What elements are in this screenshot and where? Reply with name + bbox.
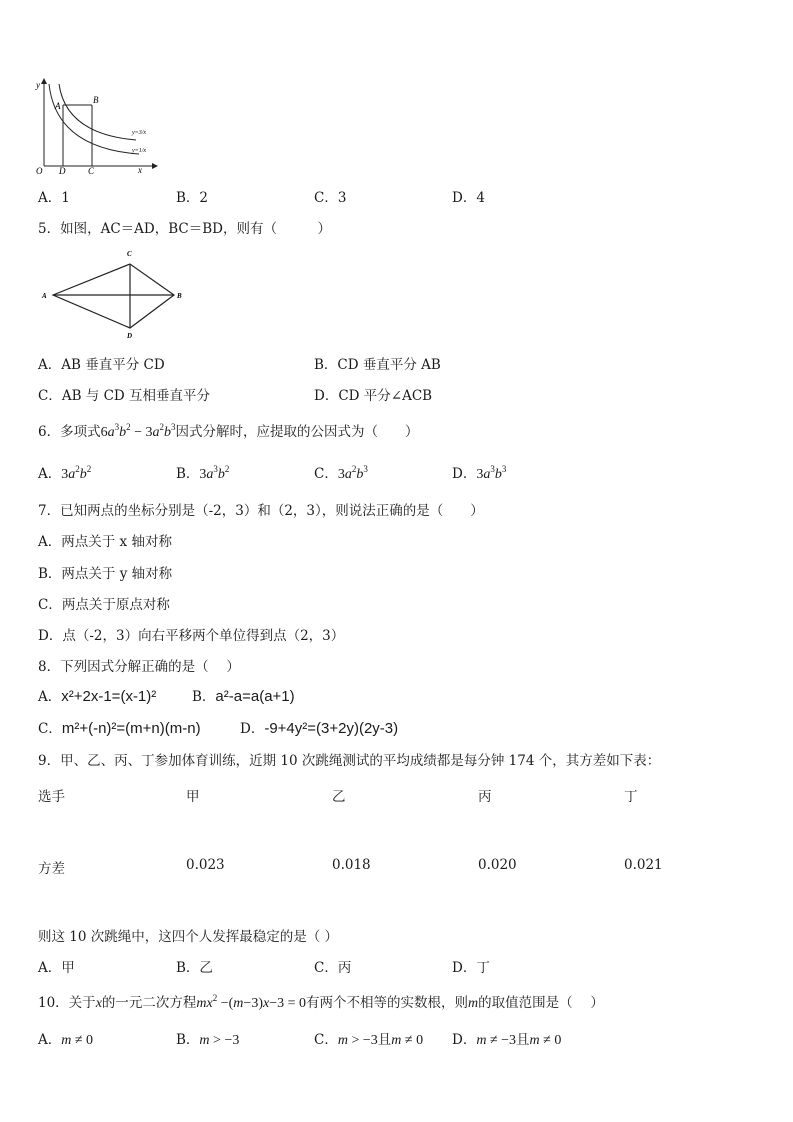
q6-stem-suffix: 因式分解时，应提取的公因式为（ ） [175, 424, 419, 440]
q10-option-a[interactable]: A．m ≠ 0 [38, 1032, 94, 1048]
label-y: y [36, 80, 40, 90]
table-header-ding: 丁 [624, 789, 638, 805]
label-c: C [127, 250, 132, 258]
q5-stem: 5．如图，AC＝AD，BC＝BD，则有（ ） [38, 221, 331, 237]
q7-option-a[interactable]: A．两点关于 x 轴对称 [38, 534, 172, 550]
q4-option-d[interactable]: D．4 [452, 190, 485, 206]
q6-option-a[interactable]: A．$3a^2b^2$ [38, 464, 92, 482]
kite-outline [53, 264, 174, 328]
q7-option-c[interactable]: C．两点关于原点对称 [38, 597, 170, 613]
table-cell-jia: 0.023 [186, 857, 225, 873]
q7-stem: 7．已知两点的坐标分别是（-2，3）和（2，3），则说法正确的是（ ） [38, 503, 484, 519]
q9-option-c[interactable]: C．丙 [314, 960, 352, 976]
q5-option-b[interactable]: B．CD 垂直平分 AB [314, 357, 441, 373]
q5-option-d[interactable]: D．CD 平分∠ACB [314, 388, 433, 404]
q9-option-a[interactable]: A．甲 [38, 960, 75, 976]
label-c: C [88, 166, 95, 176]
table-header-yi: 乙 [332, 789, 346, 805]
q6-option-c[interactable]: C．$3a^2b^3$ [314, 464, 368, 482]
label-x: x [138, 165, 142, 175]
label-a: A [42, 292, 47, 300]
label-b: B [93, 95, 99, 105]
q8-option-d[interactable]: D．-9+4y²=(3+2y)(2y-3) [240, 720, 399, 737]
q6-polynomial: $6a^3b^2 - 3a^2b^3$ [100, 422, 176, 440]
q5-option-c[interactable]: C．AB 与 CD 互相垂直平分 [38, 388, 211, 404]
q8-option-c[interactable]: C．m²+(-n)²=(m+n)(m-n) [38, 720, 201, 737]
table-cell-ding: 0.021 [624, 857, 663, 873]
label-a: A [55, 101, 61, 111]
q4-option-c[interactable]: C．3 [314, 190, 347, 206]
label-curve2: y=1/x [132, 148, 147, 154]
q9-stem: 9．甲、乙、丙、丁参加体育训练，近期 10 次跳绳测试的平均成绩都是每分钟 174 个，其方差如下表： [38, 753, 661, 769]
q10-option-d[interactable]: D．m ≠ −3且m ≠ 0 [452, 1032, 562, 1048]
q9-follow: 则这 10 次跳绳中，这四个人发挥最稳定的是（ ） [38, 929, 339, 945]
q7-option-d[interactable]: D．点（-2，3）向右平移两个单位得到点（2，3） [38, 628, 345, 644]
y-axis-arrow [41, 78, 47, 84]
label-o: O [36, 166, 43, 176]
q9-option-b[interactable]: B．乙 [176, 960, 213, 976]
q4-option-a[interactable]: A．1 [38, 190, 70, 206]
table-header-player: 选手 [38, 789, 65, 805]
q6-stem-prefix: 6．多项式 [38, 424, 101, 440]
q10-stem: 10．关于x的一元二次方程$mx^2 -(m-3)x-3 = 0$有两个不相等的实数根，则m的取值范围是（ ） [38, 993, 604, 1011]
label-curve1: y=3/x [132, 130, 147, 136]
q7-option-b[interactable]: B．两点关于 y 轴对称 [38, 566, 173, 582]
q6-option-b[interactable]: B．$3a^3b^2$ [176, 464, 230, 482]
label-d: D [127, 332, 133, 340]
x-axis-arrow [152, 163, 158, 169]
q9-option-d[interactable]: D．丁 [452, 960, 490, 976]
table-cell-bing: 0.020 [478, 857, 517, 873]
q10-option-c[interactable]: C．m > −3且m ≠ 0 [314, 1032, 424, 1048]
q4-option-b[interactable]: B．2 [176, 190, 209, 206]
table-row-label: 方差 [38, 861, 65, 877]
q6-stem [38, 420, 419, 441]
q10-option-b[interactable]: B．m > −3 [176, 1032, 240, 1048]
q8-option-b[interactable]: B．a²-a=a(a+1) [192, 688, 295, 705]
q8-option-a[interactable]: A．x²+2x-1=(x-1)² [38, 688, 157, 705]
hyperbola-graph [34, 76, 164, 176]
q5-option-a[interactable]: A．AB 垂直平分 CD [38, 357, 165, 373]
table-header-bing: 丙 [478, 789, 492, 805]
label-b: B [177, 292, 182, 300]
q8-stem: 8．下列因式分解正确的是（ ） [38, 659, 240, 675]
q6-option-d[interactable]: D．$3a^3b^3$ [452, 464, 507, 482]
table-cell-yi: 0.018 [332, 857, 371, 873]
label-d: D [59, 166, 66, 176]
kite-figure [38, 248, 188, 340]
table-header-jia: 甲 [186, 789, 200, 805]
curve-y-3-over-x [59, 84, 136, 140]
